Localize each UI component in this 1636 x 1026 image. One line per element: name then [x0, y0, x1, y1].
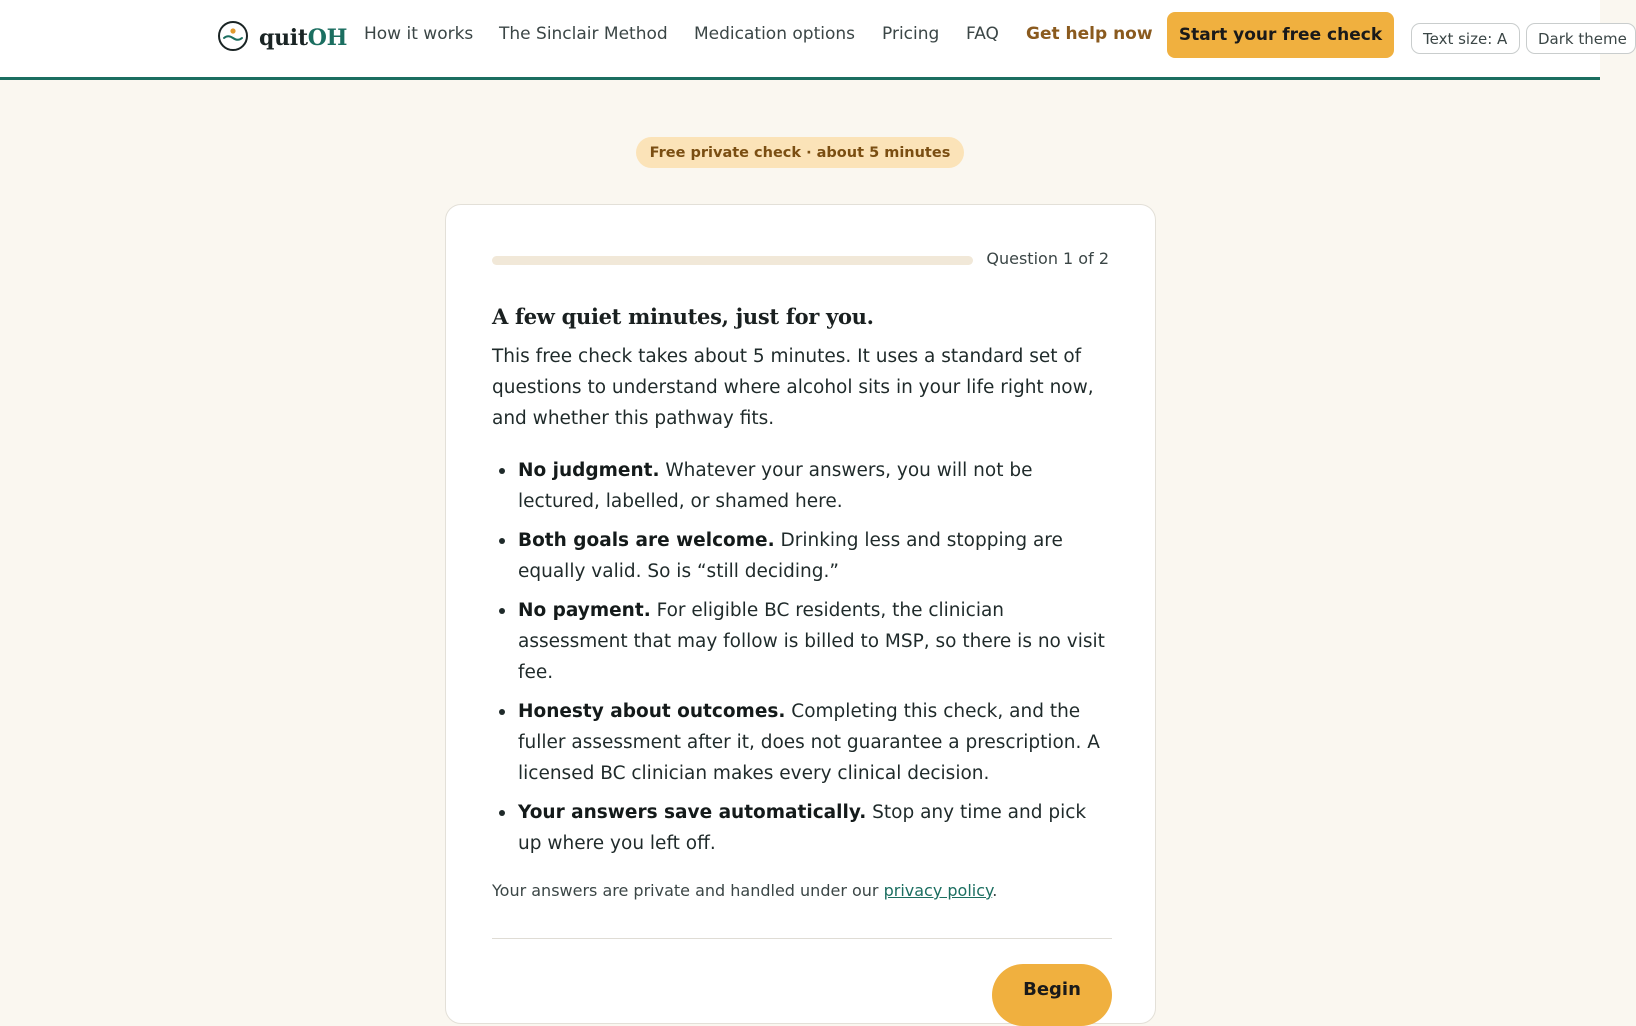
- list-item: Both goals are welcome. Drinking less and stopping are equally valid. So is “still deciding.”: [492, 525, 1112, 587]
- list-item: Honesty about outcomes. Completing this check, and the fuller assessment after it, does not guarantee a prescription. A licensed BC clinician makes every clinical decision.: [492, 696, 1112, 789]
- list-item: No payment. For eligible BC residents, the clinician assessment that may follow is billed to MSP, so there is no visit fee.: [492, 595, 1112, 688]
- list-item: No judgment. Whatever your answers, you will not be lectured, labelled, or shamed here.: [492, 455, 1112, 517]
- privacy-note: Your answers are private and handled under our privacy policy.: [492, 881, 998, 900]
- card-intro: This free check takes about 5 minutes. It uses a standard set of questions to understand where alcohol sits in your life right now, and whether this pathway fits.: [492, 346, 1094, 429]
- card-title: A few quiet minutes, just for you.: [492, 304, 874, 329]
- privacy-policy-link[interactable]: privacy policy: [883, 881, 993, 900]
- logo-link[interactable]: [217, 22, 347, 54]
- nav-faq[interactable]: FAQ: [966, 24, 999, 44]
- sun-horizon-icon: [217, 20, 249, 56]
- site-header: [0, 0, 1627, 80]
- logo-text: quitOH: [259, 25, 348, 51]
- check-badge: Free private check · about 5 minutes: [636, 137, 964, 168]
- start-free-check-button[interactable]: Start your free check: [1167, 12, 1394, 58]
- begin-button[interactable]: Begin: [992, 964, 1112, 1026]
- nav-pricing[interactable]: Pricing: [882, 24, 940, 44]
- dark-theme-toggle[interactable]: Dark theme: [1526, 23, 1636, 54]
- assurance-list: [492, 455, 1112, 867]
- nav-get-help-now[interactable]: Get help now: [1026, 24, 1153, 44]
- progress-bar: [492, 256, 973, 265]
- list-item: Your answers save automatically. Stop any time and pick up where you left off.: [492, 797, 1112, 859]
- card-divider: [492, 938, 1112, 939]
- question-card: [445, 204, 1156, 1024]
- text-size-toggle[interactable]: Text size: A: [1411, 23, 1520, 54]
- progress-label: Question 1 of 2: [986, 249, 1109, 268]
- nav-how-it-works[interactable]: How it works: [364, 24, 474, 44]
- nav-medication-options[interactable]: Medication options: [694, 24, 855, 44]
- nav-sinclair-method[interactable]: The Sinclair Method: [499, 24, 668, 44]
